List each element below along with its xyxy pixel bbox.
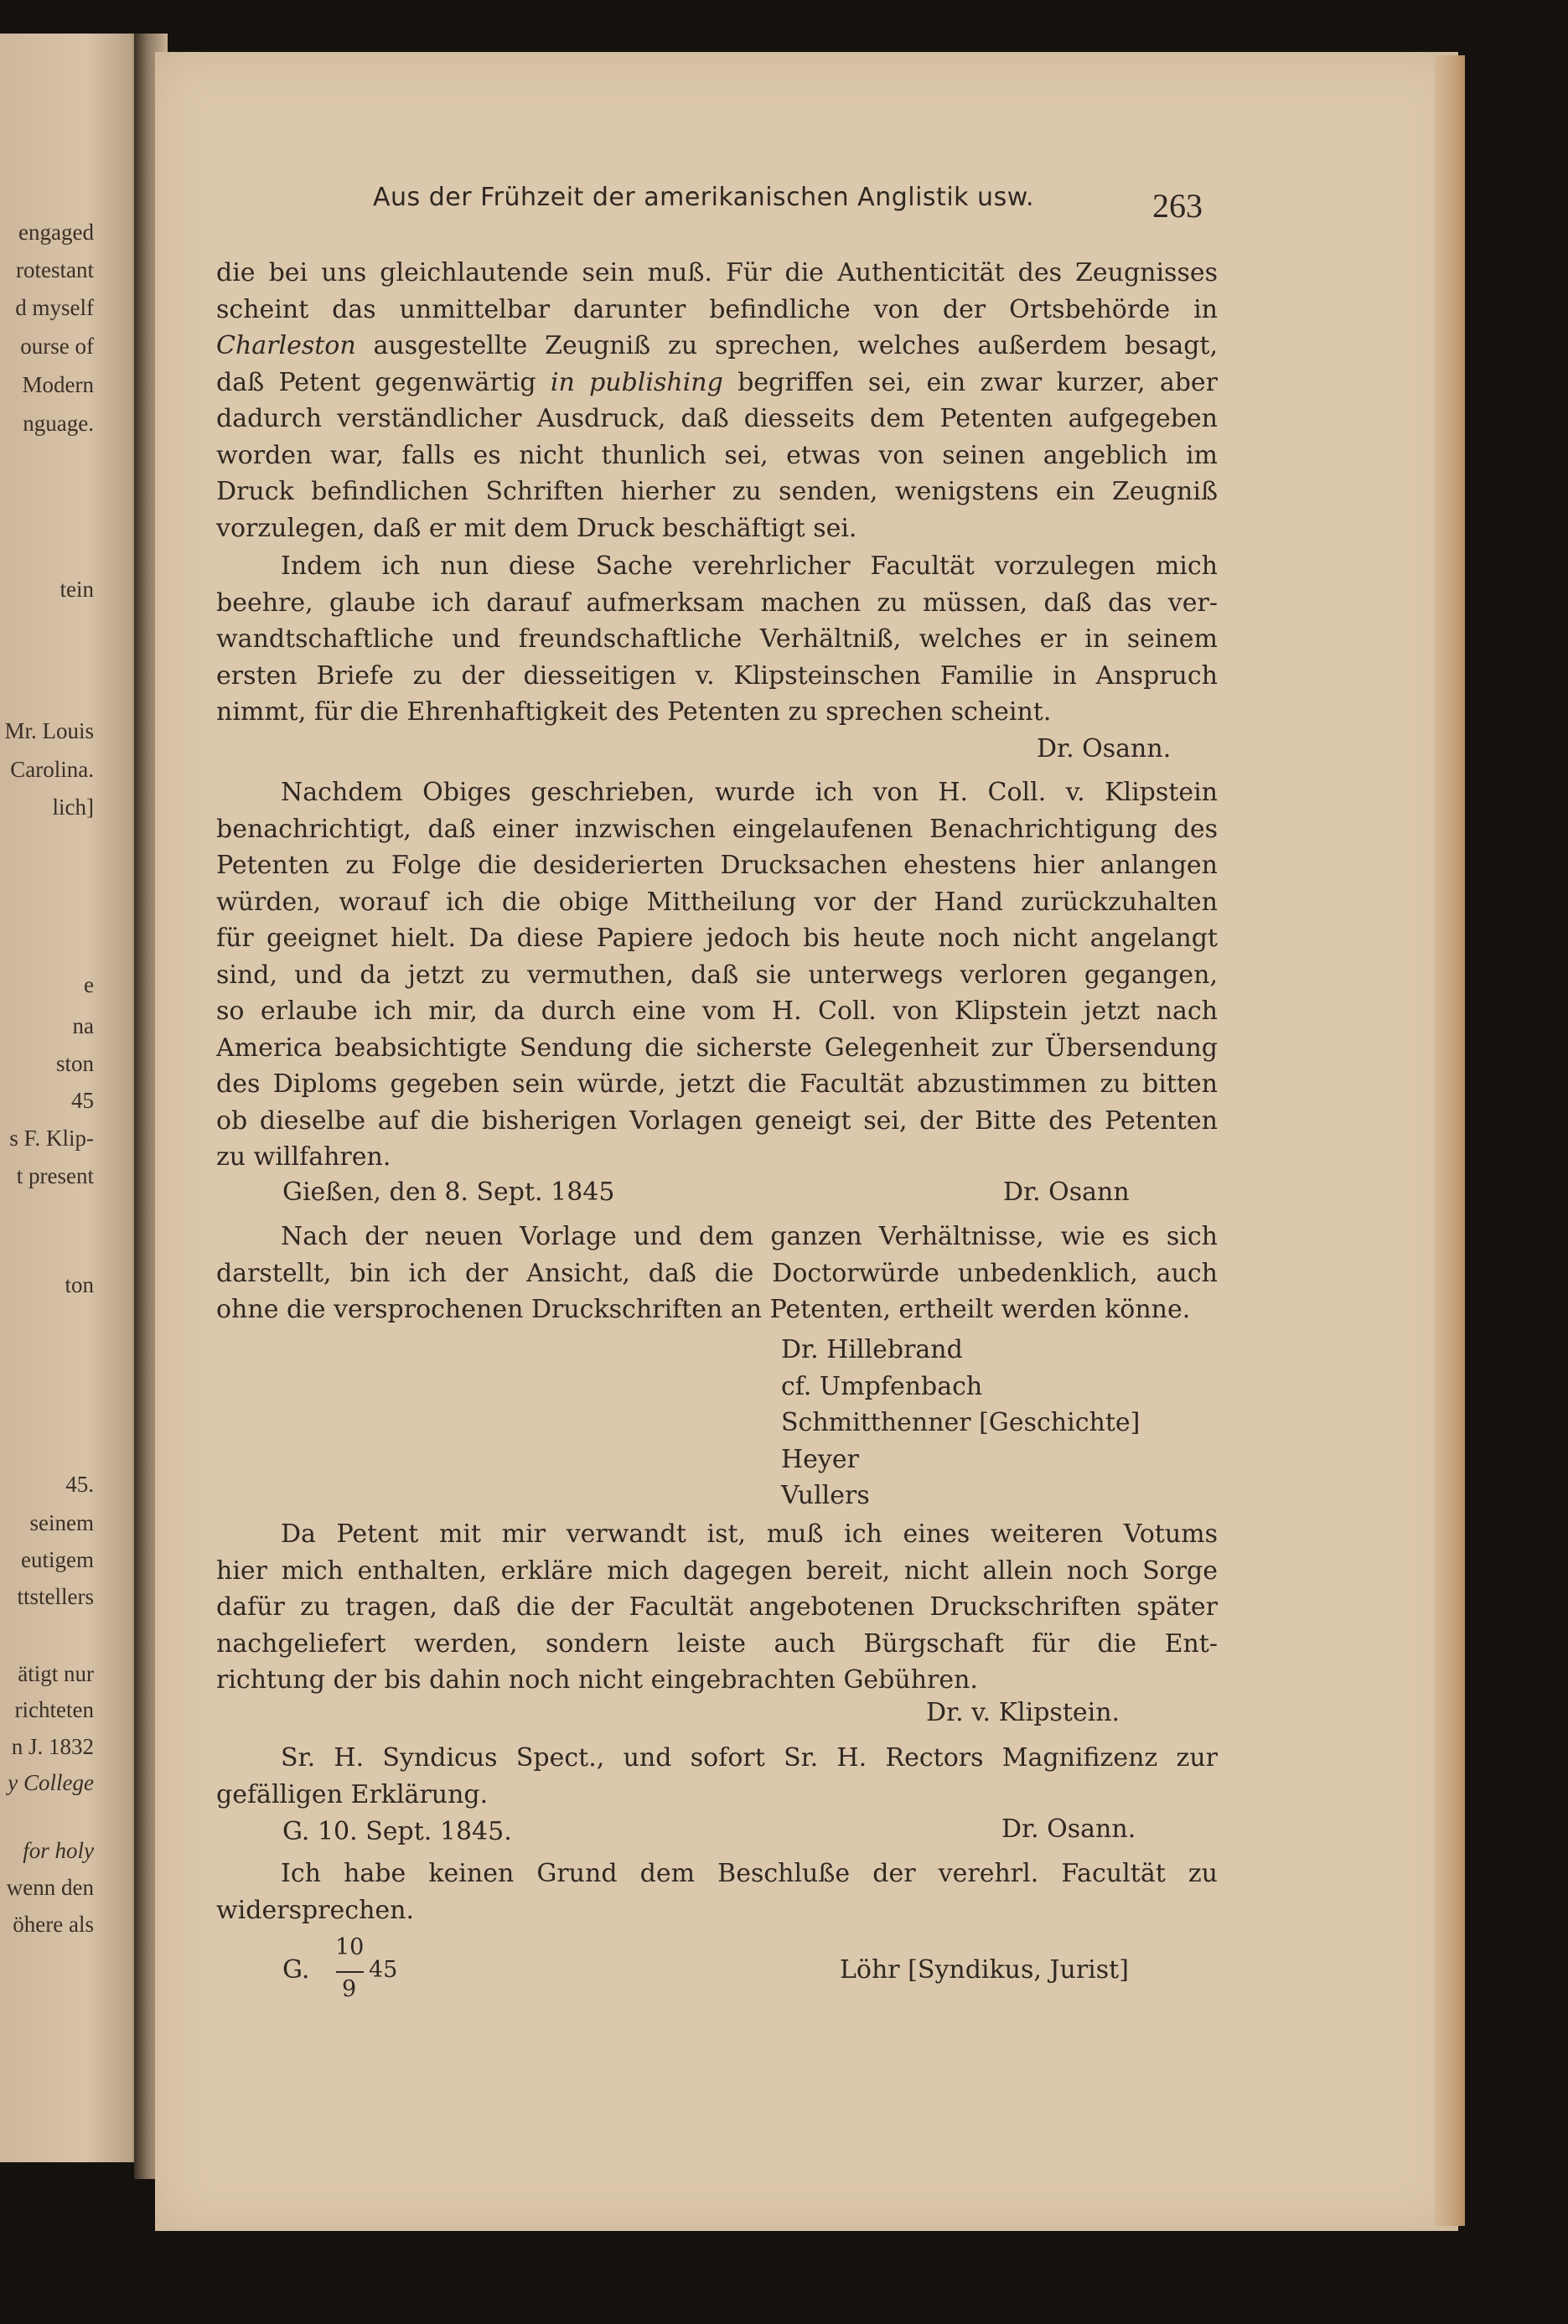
page-number: 263 <box>1152 187 1203 225</box>
prev-page-line: seinem <box>29 1510 94 1535</box>
signatory-name: Vullers <box>781 1481 870 1510</box>
signature-osann: Dr. Osann <box>1003 1178 1130 1207</box>
text-line: America beabsichtigte Sendung die sicherste Gelegenheit zur Übersendung <box>216 1033 1218 1063</box>
signature-osann: Dr. Osann. <box>1037 734 1172 763</box>
text-line: nachgeliefert werden, sondern leiste auch Bürgschaft für die Ent- <box>216 1628 1218 1659</box>
prev-page-line: Modern <box>22 372 94 397</box>
text-line: Indem ich nun diese Sache verehrlicher Facultät vorzulegen mich <box>281 551 1218 581</box>
date-year: 45 <box>369 1957 398 1983</box>
text-line: nimmt, für die Ehrenhaftigkeit des Petenten zu sprechen scheint. <box>216 697 1052 727</box>
signatory-name: Dr. Hillebrand <box>781 1335 963 1364</box>
text-line: gefälligen Erklärung. <box>216 1779 489 1809</box>
text-line: Da Petent mit mir verwandt ist, muß ich eines weiteren Votums <box>281 1519 1218 1549</box>
signature-osann: Dr. Osann. <box>1001 1814 1136 1844</box>
date-line: Gießen, den 8. Sept. 1845 <box>282 1178 615 1207</box>
prev-page-line: na <box>72 1013 94 1038</box>
prev-page-line: e <box>84 972 94 997</box>
text-line: zu willfahren. <box>216 1142 391 1172</box>
text-line: ohne die versprochenen Druckschriften an Petenten, ertheilt werden könne. <box>216 1295 1191 1324</box>
prev-page-line: wenn den <box>6 1875 94 1900</box>
signatory-name: cf. Umpfenbach <box>781 1371 983 1401</box>
date-day: 10 <box>335 1934 365 1960</box>
prev-page-line: tein <box>60 577 94 602</box>
prev-page-line: nguage. <box>23 411 94 436</box>
prev-page-line: ston <box>55 1051 94 1076</box>
text-line: Ich habe keinen Grund dem Beschluße der verehrl. Facultät zu <box>281 1859 1218 1888</box>
prev-page-line: rotestant <box>16 257 94 282</box>
text-line: scheint das unmittelbar darunter befindliche von der Ortsbehörde in <box>216 294 1218 324</box>
text-line: wandtschaftliche und freundschaftliche Verhältniß, welches er in seinem <box>216 624 1218 654</box>
prev-page-line: t present <box>16 1163 94 1188</box>
signature-loehr: Löhr [Syndikus, Jurist] <box>840 1955 1129 1985</box>
text-line: Petenten zu Folge die desiderierten Drucksachen ehestens hier anlangen <box>216 851 1218 880</box>
text-line: würden, worauf ich die obige Mittheilung vor der Hand zurückzuhalten <box>216 887 1218 917</box>
text-line: ob dieselbe auf die bisherigen Vorlagen geneigt sei, der Bitte des Petenten <box>216 1105 1218 1136</box>
prev-page-line: engaged <box>18 220 94 245</box>
previous-page <box>0 34 142 2162</box>
running-title: Aus der Frühzeit der amerikanischen Anglistik usw. <box>373 183 1035 212</box>
text-line: dadurch verständlicher Ausdruck, daß diesseits dem Petenten aufgegeben <box>216 404 1218 433</box>
prev-page-line: 45. <box>65 1472 94 1497</box>
text-segment: daß Petent gegenwärtig <box>216 367 551 397</box>
text-line: worden war, falls es nicht thunlich sei, etwas von seinen angeblich im <box>216 440 1218 470</box>
prev-page-line: ton <box>65 1272 94 1297</box>
prev-page-line: ätigt nur <box>18 1661 94 1686</box>
italic-phrase: in publishing <box>550 367 723 397</box>
page-edge <box>1435 55 1465 2226</box>
date-prefix: G. <box>282 1955 310 1985</box>
text-line: die bei uns gleichlautende sein muß. Für die Authenticität des Zeugnisses <box>216 258 1218 287</box>
date-line: G. 10. Sept. 1845. <box>282 1817 512 1846</box>
prev-page-line: y College <box>8 1770 94 1795</box>
prev-page-line: Mr. Louis <box>4 718 94 743</box>
prev-page-line: ourse of <box>20 334 94 359</box>
text-line: darstellt, bin ich der Ansicht, daß die Doctorwürde unbedenklich, auch <box>216 1258 1218 1288</box>
text-line: Sr. H. Syndicus Spect., und sofort Sr. H. Rectors Magnifizenz zur <box>281 1743 1218 1773</box>
prev-page-line: richteten <box>14 1697 94 1722</box>
prev-page-line: eutigem <box>21 1547 94 1572</box>
text-line: beehre, glaube ich darauf aufmerksam machen zu müssen, daß das ver- <box>216 587 1218 618</box>
signatory-name: Schmitthenner [Geschichte] <box>781 1408 1141 1437</box>
prev-page-line: 45 <box>71 1088 94 1113</box>
text-line: für geeignet hielt. Da diese Papiere jedoch bis heute noch nicht angelangt <box>216 924 1218 953</box>
text-line: ersten Briefe zu der diesseitigen v. Klipsteinschen Familie in Anspruch <box>216 660 1218 691</box>
text-line: so erlaube ich mir, da durch eine vom H. Coll. von Klipstein jetzt nach <box>216 996 1218 1026</box>
text-line: hier mich enthalten, erkläre mich dagegen bereit, nicht allein noch Sorge <box>216 1555 1218 1586</box>
text-segment: ausgestellte Zeugniß zu sprechen, welches außerdem besagt, <box>355 331 1218 360</box>
text-line: richtung der bis dahin noch nicht eingebrachten Gebühren. <box>216 1665 978 1695</box>
date-month: 9 <box>342 1976 357 2002</box>
prev-page-line: ttstellers <box>17 1584 94 1609</box>
prev-page-line: lich] <box>52 795 94 820</box>
text-segment: begriffen sei, ein zwar kurzer, aber <box>722 367 1218 397</box>
prev-page-line: s F. Klip- <box>9 1126 94 1151</box>
text-line: Nach der neuen Vorlage und dem ganzen Verhältnisse, wie es sich <box>281 1222 1218 1251</box>
italic-phrase: Charleston <box>216 331 356 360</box>
signatory-name: Heyer <box>781 1444 859 1474</box>
text-line: sind, und da jetzt zu vermuthen, daß sie unterwegs verloren gegangen, <box>216 960 1218 990</box>
prev-page-line: for holy <box>23 1838 94 1863</box>
text-line: dafür zu tragen, daß die der Facultät angebotenen Druckschriften später <box>216 1592 1218 1622</box>
prev-page-line: öhere als <box>13 1912 94 1937</box>
text-line: benachrichtigt, daß einer inzwischen eingelaufenen Benachrichtigung des <box>216 814 1218 844</box>
signature-klipstein: Dr. v. Klipstein. <box>926 1698 1120 1727</box>
text-line: Nachdem Obiges geschrieben, wurde ich von H. Coll. v. Klipstein <box>281 778 1218 807</box>
text-line: vorzulegen, daß er mit dem Druck beschäftigt sei. <box>216 513 857 543</box>
fraction-bar <box>336 1971 364 1973</box>
text-line <box>216 368 1218 397</box>
text-line <box>216 331 1218 360</box>
text-line: des Diploms gegeben sein würde, jetzt die Facultät abzustimmen zu bitten <box>216 1069 1218 1099</box>
prev-page-line: d myself <box>15 295 94 320</box>
prev-page-line: n J. 1832 <box>11 1734 94 1759</box>
prev-page-line: Carolina. <box>10 757 94 782</box>
text-line: widersprechen. <box>216 1895 415 1925</box>
text-line: Druck befindlichen Schriften hierher zu senden, wenigstens ein Zeugniß <box>216 477 1218 506</box>
